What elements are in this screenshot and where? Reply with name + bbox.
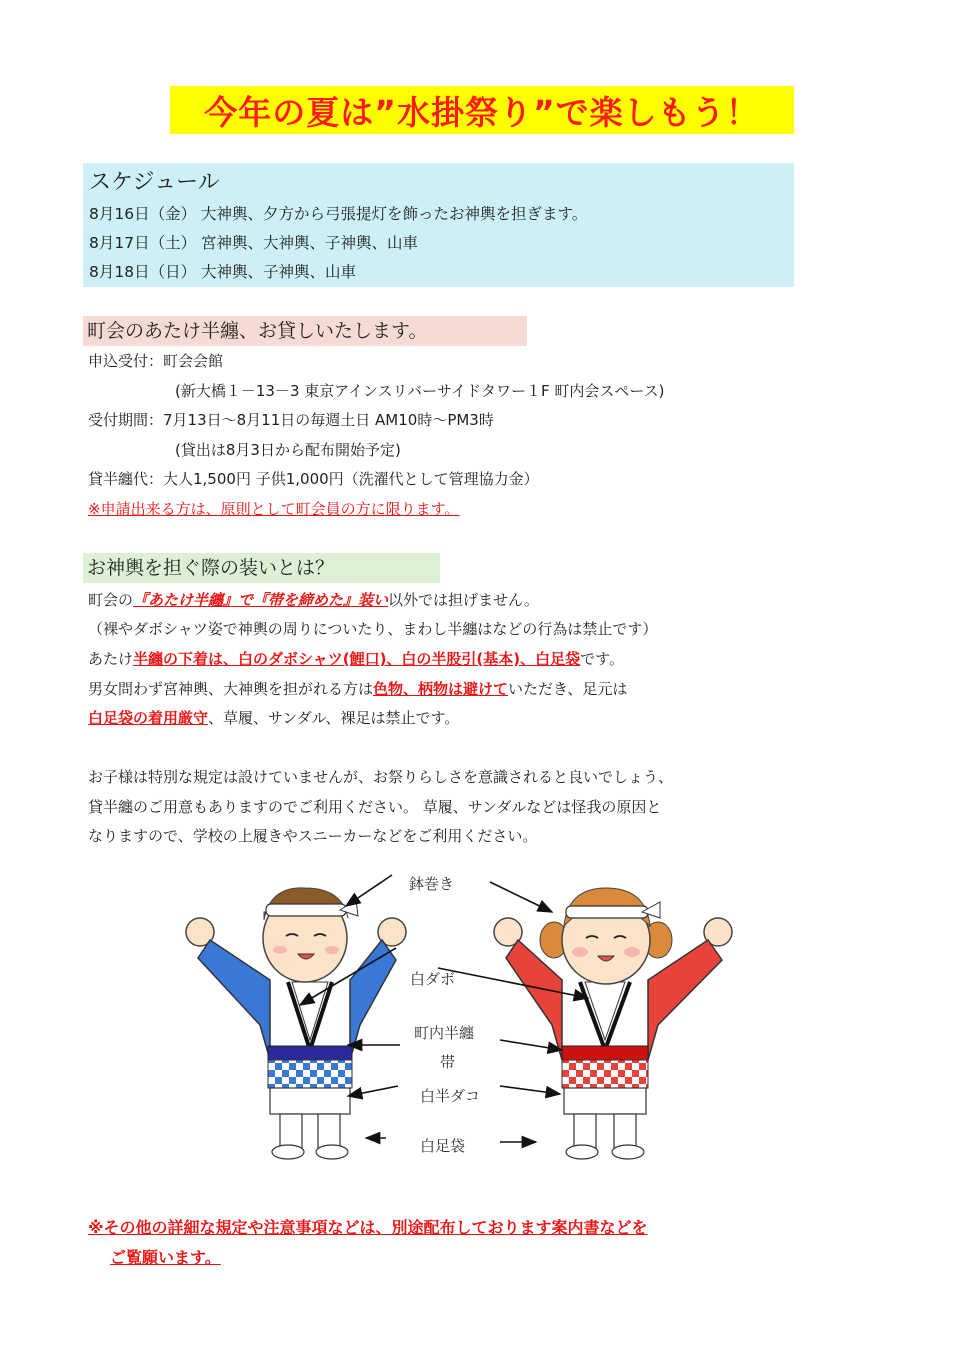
rental-fee: 貸半纏代：大人1,500円 子供1,000円（洗濯代として管理協力金） (88, 470, 539, 488)
attire-text: 町会の (88, 591, 134, 609)
schedule-row (89, 202, 587, 224)
schedule-text: 大神輿、子神輿、山車 (201, 263, 357, 281)
footer-note-1: ※その他の詳細な規定や注意事項などは、別途配布しております案内書などを (88, 1218, 648, 1237)
attire-highlight: 『あたけ半纏』で『帯を締めた』装い (133, 591, 389, 609)
attire-highlight: 半纏の下着は、白のダボシャツ(鯉口)、白の半股引(基本)、白足袋 (133, 650, 581, 668)
label-town-happi: 町内半纏 (414, 1024, 475, 1042)
schedule-date: 8月18日（日） (89, 263, 197, 281)
attire-text: いただき、足元は (508, 680, 628, 698)
attire-highlight: 色物、柄物は避けて (373, 680, 509, 698)
label-white-shorts: 白半ダコ (420, 1087, 481, 1105)
page-title: 今年の夏は”水掛祭り”で楽しもう！ (204, 92, 760, 132)
rental-reception: 申込受付：町会会館 (88, 352, 224, 370)
schedule-text: 大神輿、夕方から弓張提灯を飾ったお神輿を担ぎます。 (201, 205, 588, 223)
attire-text: 男女問わず宮神輿、大神輿を担がれる方は (88, 680, 374, 698)
schedule-text: 宮神輿、大神輿、子神輿、山車 (201, 234, 419, 252)
schedule-row (89, 231, 418, 253)
label-belt: 帯 (440, 1053, 456, 1071)
rental-heading: 町会のあたけ半纏、お貸しいたします。 (83, 316, 527, 346)
label-headband: 鉢巻き (409, 875, 455, 893)
girl-figure (494, 888, 732, 1159)
label-white-tabi: 白足袋 (420, 1137, 466, 1155)
attire-text: です。 (580, 650, 624, 668)
attire-line-1 (88, 589, 539, 610)
rental-notice: ※申請出来る方は、原則として町会員の方に限ります。 (88, 500, 460, 518)
children-note-3: なりますので、学校の上履きやスニーカーなどをご利用ください。 (88, 827, 538, 845)
children-note-2: 貸半纏のご用意もありますのでご利用ください。 草履、サンダルなどは怪我の原因と (88, 798, 662, 816)
attire-illustration (170, 860, 740, 1170)
attire-line-5 (88, 707, 459, 728)
label-white-dabo: 白ダボ (410, 970, 456, 988)
rental-address: (新大橋１－13－3 東京アインスリバーサイドタワー１F 町内会スペース) (175, 382, 665, 400)
attire-heading: お神輿を担ぐ際の装いとは？ (83, 553, 440, 583)
schedule-row (89, 260, 356, 282)
attire-highlight: 白足袋の着用厳守 (88, 709, 209, 727)
attire-text: 、草履、サンダル、裸足は禁止です。 (208, 709, 460, 727)
attire-text: 以外では担げません。 (388, 591, 539, 609)
attire-line-3 (88, 648, 624, 669)
footer-note-2: ご覧願います。 (110, 1248, 221, 1267)
attire-line-2: （裸やダボシャツ姿で神輿の周りについたり、まわし半纏はなどの行為は禁止です） (88, 620, 658, 638)
schedule-date: 8月17日（土） (89, 234, 197, 252)
schedule-date: 8月16日（金） (89, 205, 197, 223)
schedule-heading: スケジュール (89, 170, 220, 195)
attire-text: あたけ (88, 650, 134, 668)
schedule-section (83, 163, 794, 287)
children-note-1: お子様は特別な規定は設けていませんが、お祭りらしさを意識されると良いでしょう、 (88, 768, 674, 786)
rental-period-note: (貸出は8月3日から配布開始予定) (175, 441, 401, 459)
boy-figure (186, 888, 406, 1159)
attire-line-4 (88, 678, 627, 699)
rental-period: 受付期間：7月13日～8月11日の毎週土日 AM10時～PM3時 (88, 411, 494, 429)
page-title-banner (170, 86, 794, 134)
